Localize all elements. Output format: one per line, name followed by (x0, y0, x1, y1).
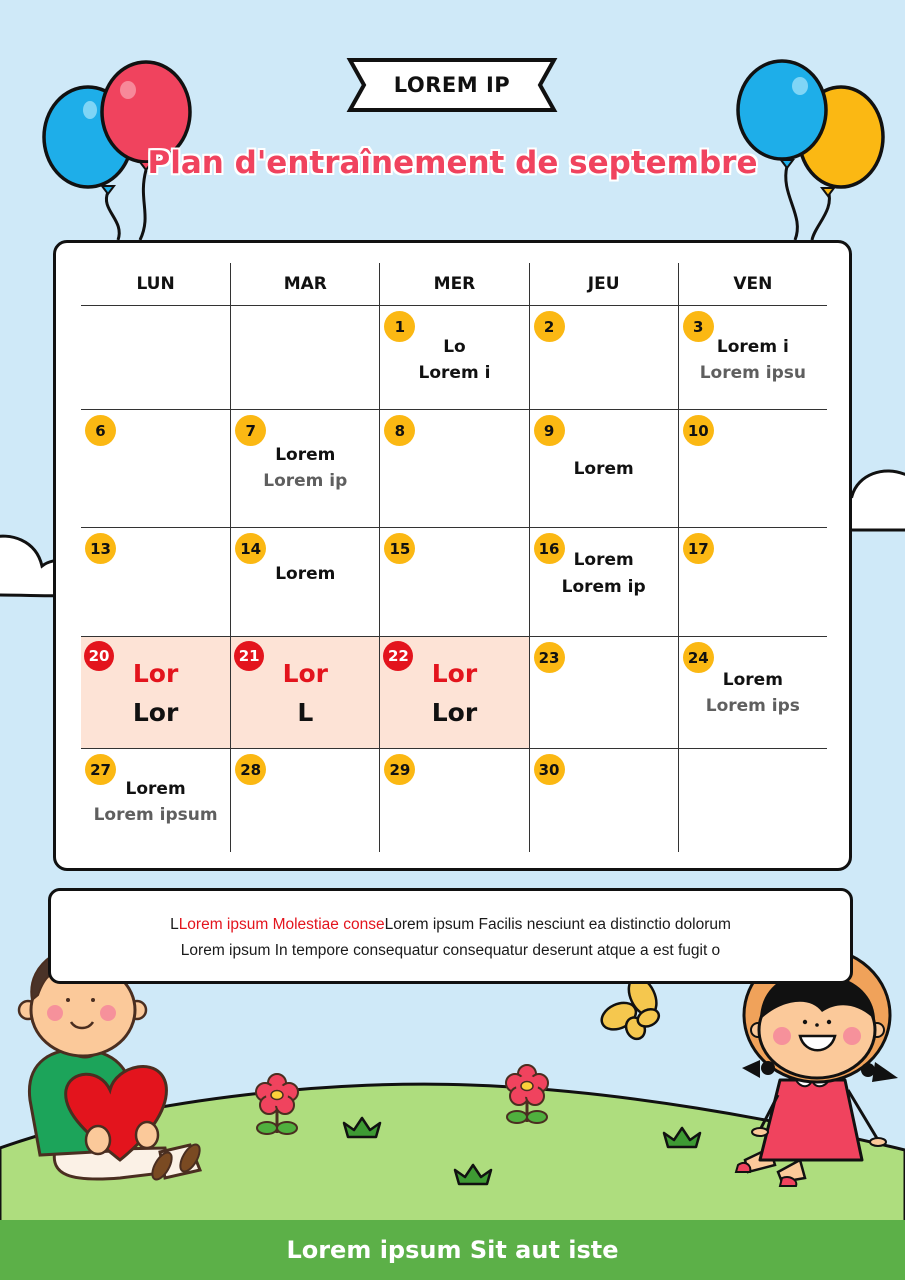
calendar-day-15 (379, 528, 528, 636)
event-title: Lorem (125, 779, 186, 799)
day-number-badge: 21 (234, 641, 264, 671)
calendar-week-row (81, 305, 827, 409)
event-title: Lorem i (716, 337, 789, 357)
weekday-mon: LUN (136, 274, 175, 294)
calendar-day-23 (529, 637, 678, 748)
footer-label: Lorem ipsum Sit aut iste (286, 1236, 619, 1264)
calendar-card (53, 240, 852, 871)
calendar-day-9 (529, 410, 678, 527)
calendar-day-30 (529, 749, 678, 852)
calendar-day-14 (230, 528, 379, 636)
day-number-badge: 15 (384, 533, 415, 564)
day-number-badge: 20 (84, 641, 114, 671)
calendar-day-28 (230, 749, 379, 852)
event-detail: Lorem ips (705, 696, 800, 716)
header-banner (346, 56, 558, 114)
day-number-badge: 16 (534, 533, 565, 564)
day-number-badge: 28 (235, 754, 266, 785)
event-detail: Lorem ip (263, 471, 348, 491)
day-number-badge: 17 (683, 533, 714, 564)
footer-bar (0, 1220, 905, 1280)
calendar-day-3 (678, 306, 827, 409)
event-title: Lor (431, 659, 478, 688)
day-number-badge: 23 (534, 642, 565, 673)
day-number-badge: 14 (235, 533, 266, 564)
weekday-header (81, 263, 827, 305)
calendar-day-13 (81, 528, 230, 636)
event-detail: Lor (132, 698, 179, 727)
weekday-tue: MAR (230, 263, 379, 305)
calendar-day-22 (379, 637, 528, 748)
day-number-badge: 6 (85, 415, 116, 446)
calendar-day-27 (81, 749, 230, 852)
weekday-thu: JEU (529, 263, 678, 305)
event-title: Lorem (275, 564, 336, 584)
calendar-day-empty (230, 306, 379, 409)
calendar-week-row (81, 409, 827, 527)
day-number-badge: 7 (235, 415, 266, 446)
calendar-week-row (81, 527, 827, 636)
calendar-day-1 (379, 306, 528, 409)
event-detail: Lorem ipsu (699, 363, 806, 383)
weekday-fri: VEN (678, 263, 827, 305)
day-number-badge: 30 (534, 754, 565, 785)
day-number-badge: 9 (534, 415, 565, 446)
day-number-badge: 22 (383, 641, 413, 671)
flower-icon (506, 1065, 548, 1123)
calendar-day-17 (678, 528, 827, 636)
event-title: Lor (132, 659, 179, 688)
calendar-day-16 (529, 528, 678, 636)
event-detail: Lorem ip (561, 577, 646, 597)
weekday-wed: MER (379, 263, 528, 305)
event-detail: L (297, 698, 314, 727)
event-title: Lo (443, 337, 466, 357)
calendar-day-10 (678, 410, 827, 527)
butterfly-icon (591, 973, 669, 1050)
note-highlight: Lorem ipsum Molestiae conse (178, 916, 385, 933)
calendar-day-24 (678, 637, 827, 748)
day-number-badge: 1 (384, 311, 415, 342)
note-prefix: L (170, 916, 179, 933)
calendar-day-21 (230, 637, 379, 748)
flower-icon (256, 1074, 298, 1134)
event-detail: Lor (431, 698, 478, 727)
event-detail: Lorem i (418, 363, 491, 383)
day-number-badge: 3 (683, 311, 714, 342)
calendar-grid (81, 263, 827, 852)
day-number-badge: 8 (384, 415, 415, 446)
calendar-day-2 (529, 306, 678, 409)
event-title: Lorem (275, 445, 336, 465)
event-detail: Lorem ipsum (93, 805, 218, 825)
banner-label: LOREM IP (393, 73, 511, 97)
day-number-badge: 10 (683, 415, 714, 446)
event-title: Lorem (573, 550, 634, 570)
note-line-1-rest: Lorem ipsum Facilis nesciunt ea distinctio dolorum (384, 916, 731, 933)
day-number-badge: 2 (534, 311, 565, 342)
calendar-day-29 (379, 749, 528, 852)
day-number-badge: 29 (384, 754, 415, 785)
calendar-day-empty (81, 306, 230, 409)
calendar-week-row (81, 636, 827, 748)
page-title: Plan d'entraînement de septembre (147, 145, 758, 181)
calendar-day-7 (230, 410, 379, 527)
calendar-day-empty (678, 749, 827, 852)
note-line-2: Lorem ipsum In tempore consequatur consequatur deserunt atque a est fugit o (180, 942, 721, 959)
event-title: Lorem (722, 670, 783, 690)
day-number-badge: 24 (683, 642, 714, 673)
day-number-badge: 13 (85, 533, 116, 564)
calendar-day-8 (379, 410, 528, 527)
event-title: Lorem (573, 459, 634, 479)
calendar-day-20 (81, 637, 230, 748)
calendar-day-6 (81, 410, 230, 527)
event-title: Lor (282, 659, 328, 688)
day-number-badge: 27 (85, 754, 116, 785)
calendar-weeks (81, 305, 827, 852)
note-box (48, 888, 853, 984)
calendar-week-row (81, 748, 827, 852)
note-line-1 (51, 916, 850, 934)
